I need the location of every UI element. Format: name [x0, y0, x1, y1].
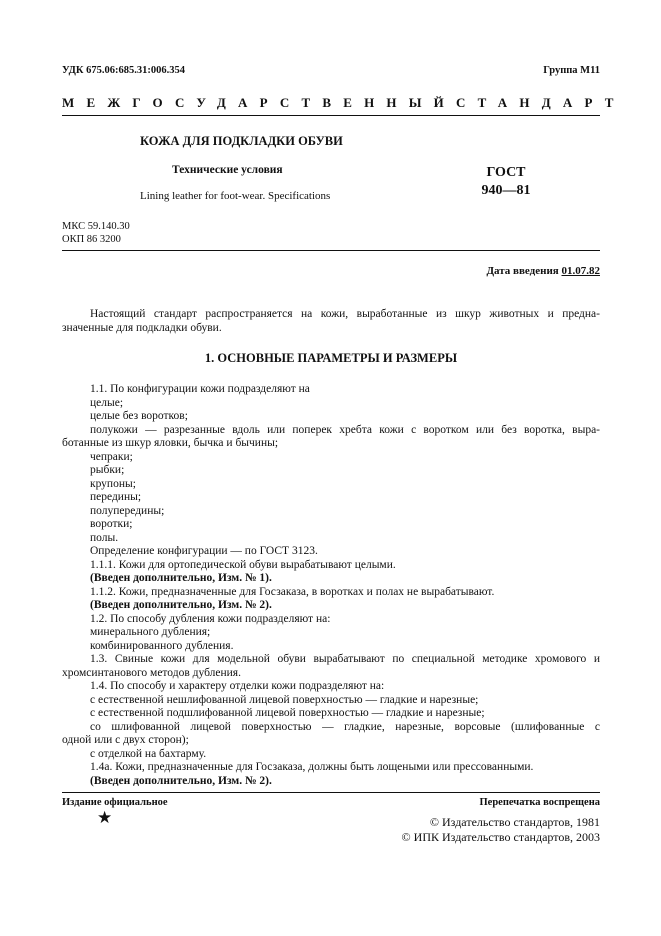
- effective-date-value: 01.07.82: [561, 265, 600, 277]
- body-line: 1.4а. Кожи, предназначенные для Госзаказа, должны быть лощеными или прессованными.: [90, 761, 534, 773]
- body-line: 1.1. По конфигурации кожи подразделяют на: [90, 383, 310, 395]
- body-line: 1.1.1. Кожи для ортопедической обуви вырабатывают целыми.: [90, 559, 396, 571]
- body-line: минерального дубления;: [90, 626, 211, 638]
- body-line: полукожи — разрезанные вдоль или поперек хребта кожи с воротком или без воротка, выра-: [90, 424, 600, 436]
- body-line: чепраки;: [90, 451, 133, 463]
- body-line: полы.: [90, 532, 119, 544]
- amendment-note: (Введен дополнительно, Изм. № 1).: [90, 572, 272, 584]
- body-line: одной или с двух сторон);: [62, 734, 189, 746]
- section-heading: 1. ОСНОВНЫЕ ПАРАМЕТРЫ И РАЗМЕРЫ: [204, 351, 458, 365]
- body-line: полупередины;: [90, 505, 165, 517]
- okp-code: ОКП 86 3200: [62, 233, 121, 245]
- body-line: хромсинтанового методов дубления.: [62, 667, 241, 679]
- document-title: КОЖА ДЛЯ ПОДКЛАДКИ ОБУВИ: [140, 134, 343, 148]
- body-line: целые;: [90, 397, 124, 409]
- copyright-2003: © ИПК Издательство стандартов, 2003: [401, 830, 600, 844]
- group-code: Группа М11: [543, 65, 600, 76]
- body-line: ботанные из шкур яловки, бычка и бычины;: [62, 437, 279, 449]
- amendment-note: (Введен дополнительно, Изм. № 2).: [90, 775, 272, 787]
- intro-line-1: Настоящий стандарт распространяется на кожи, выработанные из шкур животных и предна-: [90, 308, 600, 320]
- body-line: 1.4. По способу и характеру отделки кожи подразделяют на:: [90, 680, 385, 692]
- body-line: с естественной подшлифованной лицевой поверхностью — гладкие и нарезные;: [90, 707, 485, 719]
- banner-word-standard: СТАНДАРТ: [456, 95, 626, 110]
- effective-date: [486, 265, 600, 277]
- body-line: Определение конфигурации — по ГОСТ 3123.: [90, 545, 318, 557]
- body-line: крупоны;: [90, 478, 136, 490]
- official-edition: Издание официальное: [62, 797, 168, 808]
- amendment-note: (Введен дополнительно, Изм. № 2).: [90, 599, 272, 611]
- star-icon: ★: [97, 808, 113, 827]
- header-rule: [62, 115, 600, 116]
- document-subtitle: Технические условия: [172, 164, 283, 176]
- title-rule: [62, 250, 600, 251]
- effective-date-label: Дата введения: [486, 265, 562, 277]
- english-title: Lining leather for foot-wear. Specifications: [140, 190, 331, 202]
- standard-banner: [62, 95, 626, 111]
- udk-code: УДК 675.06:685.31:006.354: [62, 65, 185, 76]
- body-line: передины;: [90, 491, 142, 503]
- classification-codes: [62, 221, 130, 246]
- mks-code: МКС 59.140.30: [62, 221, 130, 232]
- body-line: 1.3. Свиные кожи для модельной обуви вырабатывают по специальной методике хромового и: [90, 653, 600, 665]
- body-line: воротки;: [90, 518, 133, 530]
- body-line: рыбки;: [90, 464, 125, 476]
- gost-number: [476, 164, 536, 200]
- body-line: со шлифованной лицевой поверхностью — гладкие, нарезные, ворсовые (шлифованные с: [90, 721, 600, 733]
- banner-word-interstate: МЕЖГОСУДАРСТВЕННЫЙ: [62, 95, 456, 110]
- body-line: 1.2. По способу дубления кожи подразделяют на:: [90, 613, 331, 625]
- body-line: 1.1.2. Кожи, предназначенные для Госзаказа, в воротках и полах не вырабатывают.: [90, 586, 495, 598]
- copyright-1981: © Издательство стандартов, 1981: [429, 815, 600, 829]
- gost-label: ГОСТ: [486, 165, 526, 180]
- intro-line-2: значенные для подкладки обуви.: [62, 322, 222, 334]
- body-line: целые без воротков;: [90, 410, 188, 422]
- body-line: с естественной нешлифованной лицевой поверхностью — гладкие и нарезные;: [90, 694, 479, 706]
- body-line: с отделкой на бахтарму.: [90, 748, 207, 760]
- reprint-notice: Перепечатка воспрещена: [479, 797, 600, 808]
- gost-code: 940—81: [481, 183, 531, 198]
- footer-rule: [62, 792, 600, 793]
- body-line: комбинированного дубления.: [90, 640, 234, 652]
